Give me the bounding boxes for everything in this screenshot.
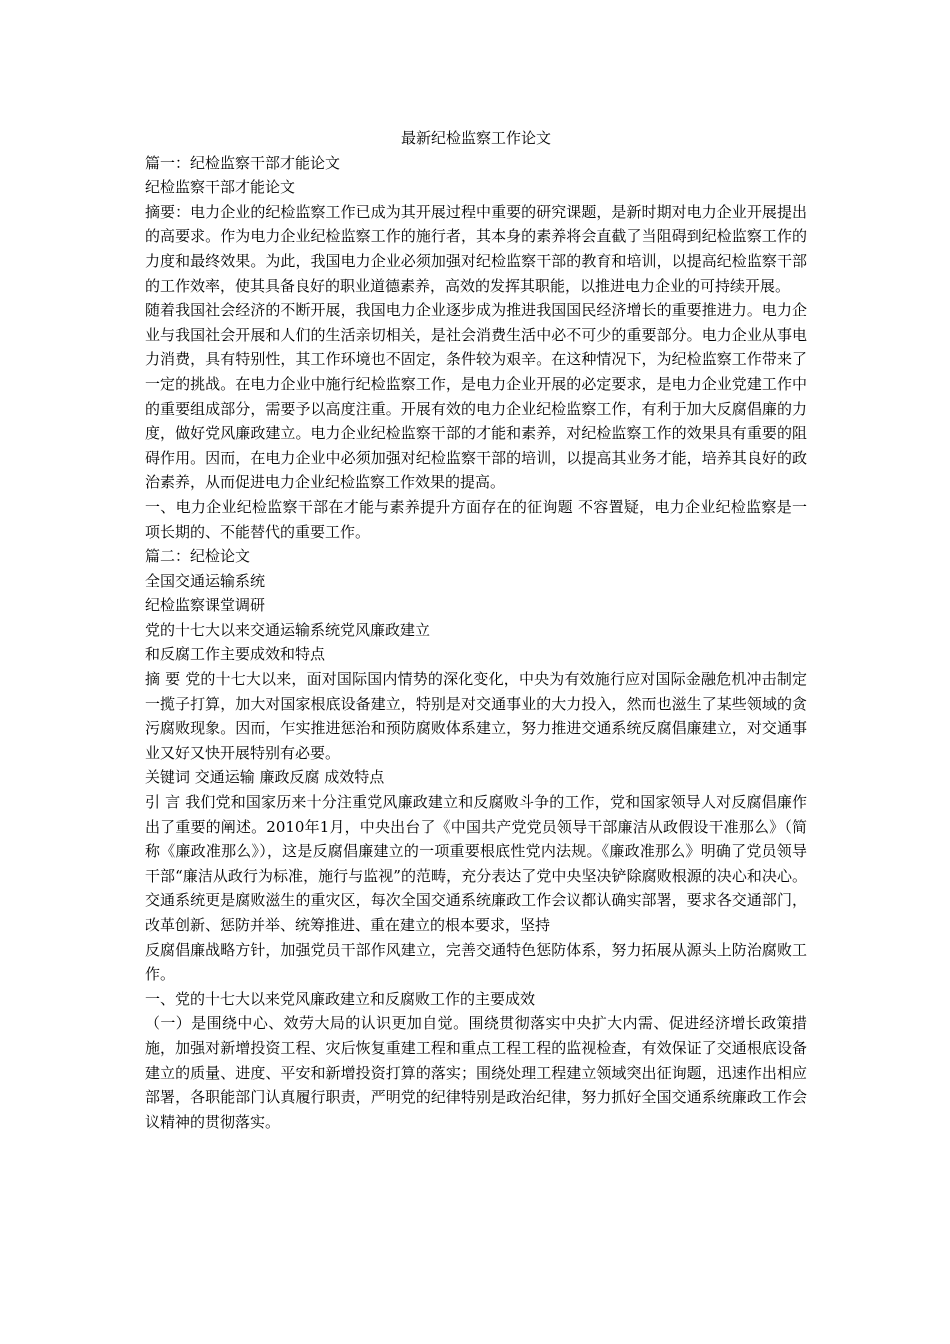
paragraph: 一、电力企业纪检监察干部在才能与素养提升方面存在的征询题 不容置疑，电力企业纪检监察是一项长期的、不能替代的重要工作。 [145, 497, 807, 541]
paragraph: 关键词 交通运输 廉政反腐 成效特点 [145, 768, 385, 787]
paragraph: 篇一：纪检监察干部才能论文 [145, 153, 341, 172]
paragraph: 引 言 我们党和国家历来十分注重党风廉政建立和反腐败斗争的工作，党和国家领导人对反腐倡廉作出了重要的阐述。2010年1月，中央出台了《中国共产党党员领导干部廉洁从政假设干准那么》（简称《廉政准那么》），这是反腐倡廉建立的一项重要根底性党内法规。《廉政准那么》明确了党员领导干部“廉洁从政行为标准，施行与监视”的范畴，充分表达了党中央坚决铲除腐败根源的决心和决心。交通系统更是腐败滋生的重灾区，每次全国交通系统廉政工作会议都认确实部署，要求各交通部门，改革创新、惩防并举、统筹推进、重在建立的根本要求，坚持 [145, 793, 807, 934]
paragraph: 随着我国社会经济的不断开展，我国电力企业逐步成为推进我国国民经济增长的重要推进力。电力企业与我国社会开展和人们的生活亲切相关，是社会消费生活中必不可少的重要部分。电力企业从事电力消费，具有特别性，其工作环境也不固定，条件较为艰辛。在这种情况下，为纪检监察工作带来了一定的挑战。在电力企业中施行纪检监察工作，是电力企业开展的必定要求，是电力企业党建工作中的重要组成部分，需要予以高度注重。开展有效的电力企业纪检监察工作，有利于加大反腐倡廉的力度，做好党风廉政建立。电力企业纪检监察干部的才能和素养，对纪检监察工作的效果具有重要的阻碍作用。因而，在电力企业中必须加强对纪检监察干部的培训，以提高其业务才能，培养其良好的政治素养，从而促进电力企业纪检监察工作效果的提高。 [145, 301, 807, 492]
paragraph: （一）是围绕中心、效劳大局的认识更加自觉。围绕贯彻落实中央扩大内需、促进经济增长政策措施，加强对新增投资工程、灾后恢复重建工程和重点工程工程的监视检查，有效保证了交通根底设备建立的质量、进度、平安和新增投资打算的落实；围绕处理工程建立领域突出征询题，迅速作出相应部署，各职能部门认真履行职责，严明党的纪律特别是政治纪律，努力抓好全国交通系统廉政工作会议精神的贯彻落实。 [145, 1014, 807, 1131]
document-title: 最新纪检监察工作论文 [400, 129, 551, 147]
paragraph: 和反腐工作主要成效和特点 [145, 645, 326, 664]
paragraph: 摘要：电力企业的纪检监察工作已成为其开展过程中重要的研究课题，是新时期对电力企业开展提出的高要求。作为电力企业纪检监察工作的施行者，其本身的素养将会直截了当阻碍到纪检监察工作的力度和最终效果。为此，我国电力企业必须加强对纪检监察干部的教育和培训，以提高纪检监察干部的工作效率，使其具备良好的职业道德素养，高效的发挥其职能，以推进电力企业的可持续开展。 [145, 202, 807, 295]
paragraph: 党的十七大以来交通运输系统党风廉政建立 [145, 620, 431, 639]
paragraph: 一、党的十七大以来党风廉政建立和反腐败工作的主要成效 [145, 989, 536, 1008]
paragraph: 纪检监察课堂调研 [145, 596, 266, 615]
document-body [145, 126, 807, 1134]
paragraph: 全国交通运输系统 [145, 571, 266, 590]
paragraph: 反腐倡廉战略方针，加强党员干部作风建立，完善交通特色惩防体系，努力拓展从源头上防治腐败工作。 [145, 940, 807, 984]
paragraph: 摘 要 党的十七大以来，面对国际国内情势的深化变化，中央为有效施行应对国际金融危机冲击制定一揽子打算，加大对国家根底设备建立，特别是对交通事业的大力投入，然而也滋生了某些领域的贪污腐败现象。因而，乍实推进惩治和预防腐败体系建立，努力推进交通系统反腐倡廉建立，对交通事业又好又快开展特别有必要。 [145, 670, 807, 762]
section-heading: 篇二：纪检论文 [145, 547, 251, 566]
paragraph: 纪检监察干部才能论文 [145, 178, 296, 197]
